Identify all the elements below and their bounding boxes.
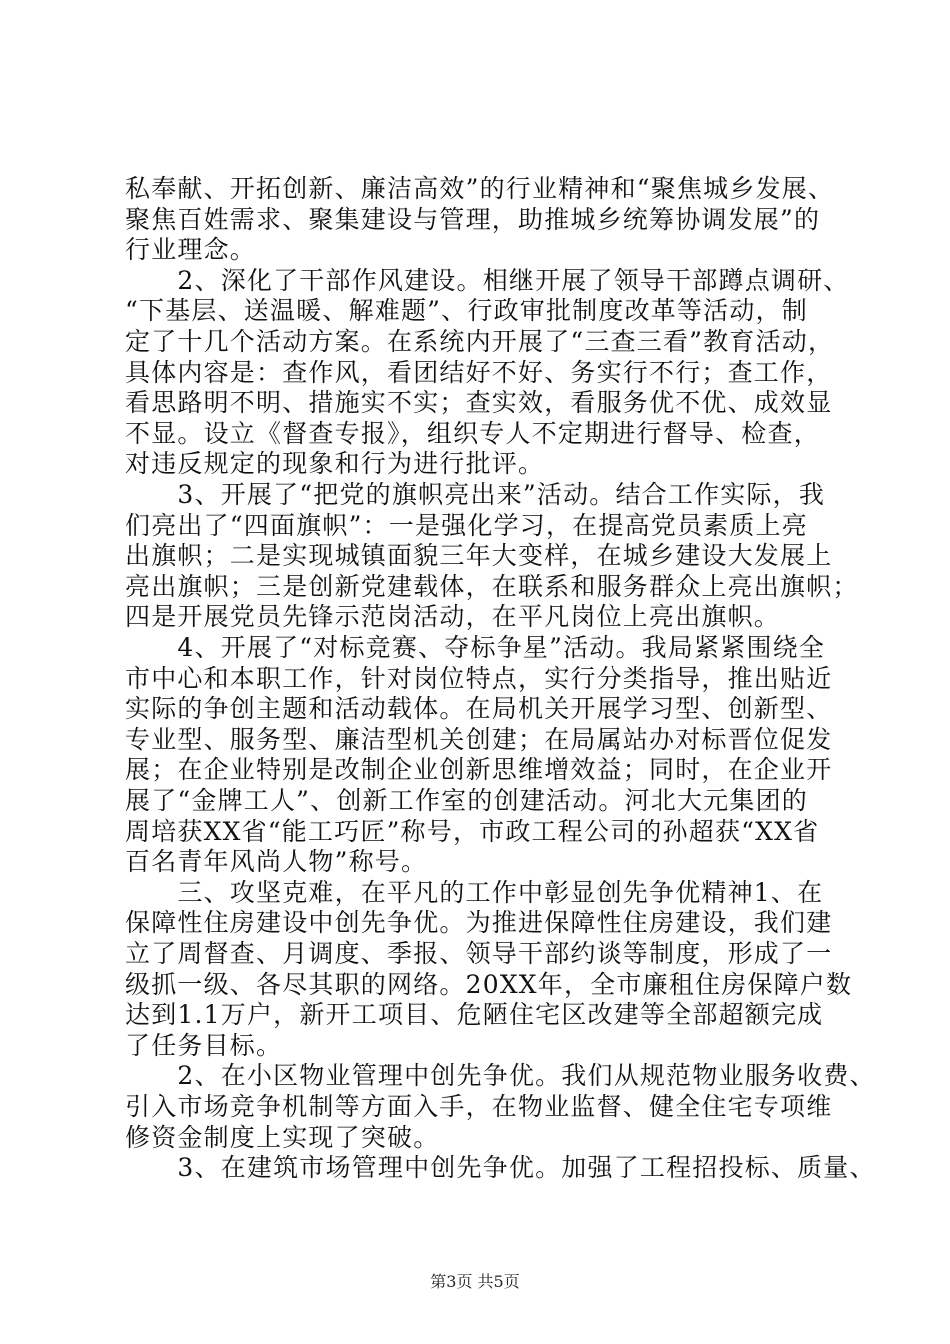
text-line: 级抓一级、各尽其职的网络。20XX年，全市廉租住房保障户数 (125, 969, 853, 999)
text-line: 百名青年风尚人物”称号。 (125, 847, 428, 877)
text-line: 立了周督查、月调度、季报、领导干部约谈等制度，形成了一 (125, 939, 833, 968)
text-line: 专业型、服务型、廉洁型机关创建；在局属站办对标晋位促发 (125, 724, 833, 754)
text-line: 展；在企业特别是改制企业创新思维增效益；同时，在企业开 (125, 755, 833, 785)
text-line: 四是开展党员先锋示范岗活动，在平凡岗位上亮出旗帜。 (125, 602, 781, 632)
text-line: 4、开展了“对标竞赛、夺标争星”活动。我局紧紧围绕全 (125, 633, 826, 662)
text-line: 实际的争创主题和活动载体。在局机关开展学习型、创新型、 (125, 694, 833, 724)
page-footer: 第3页 共5页 (430, 1272, 520, 1291)
text-line: “下基层、送温暖、解难题”、行政审批制度改革等活动，制 (125, 296, 808, 326)
text-line: 们亮出了“四面旗帜”：一是强化学习，在提高党员素质上亮 (125, 510, 808, 540)
text-line: 修资金制度上实现了突破。 (125, 1122, 440, 1152)
text-line: 私奉献、开拓创新、廉洁高效”的行业精神和“聚焦城乡发展、 (125, 174, 835, 203)
text-line: 达到1.1万户，新开工项目、危陋住宅区改建等全部超额完成 (125, 1000, 824, 1030)
text-line: 2、在小区物业管理中创先争优。我们从规范物业服务收费、 (125, 1061, 876, 1091)
text-line: 看思路明不明、措施实不实；查实效，看服务优不优、成效显 (125, 388, 833, 418)
text-line: 三、攻坚克难，在平凡的工作中彰显创先争优精神1、在 (125, 877, 824, 907)
text-line: 2、深化了干部作风建设。相继开展了领导干部蹲点调研、 (125, 265, 850, 295)
text-line: 市中心和本职工作，针对岗位特点，实行分类指导，推出贴近 (125, 663, 833, 693)
text-line: 对违反规定的现象和行为进行批评。 (125, 449, 545, 479)
text-line: 聚焦百姓需求、聚集建设与管理，助推城乡统筹协调发展”的 (125, 204, 821, 234)
text-line: 具体内容是：查作风，看团结好不好、务实行不行；查工作， (125, 357, 833, 387)
text-line: 不显。设立《督查专报》，组织专人不定期进行督导、检查， (125, 418, 820, 448)
text-line: 行业理念。 (125, 235, 257, 265)
text-line: 3、在建筑市场管理中创先争优。加强了工程招投标、质量、 (125, 1153, 876, 1183)
text-line: 引入市场竞争机制等方面入手，在物业监督、健全住宅专项维 (125, 1092, 833, 1121)
text-line: 亮出旗帜；三是创新党建载体，在联系和服务群众上亮出旗帜； (125, 571, 859, 601)
text-line: 展了“金牌工人”、创新工作室的创建活动。河北大元集团的 (125, 786, 808, 815)
text-line: 出旗帜；二是实现城镇面貌三年大变样，在城乡建设大发展上 (125, 541, 833, 571)
text-line: 了任务目标。 (125, 1030, 283, 1060)
text-line: 周培获XX省“能工巧匠”称号，市政工程公司的孙超获“XX省 (125, 816, 820, 846)
text-line: 定了十几个活动方案。在系统内开展了“三查三看”教育活动， (125, 327, 835, 356)
text-line: 3、开展了“把党的旗帜亮出来”活动。结合工作实际，我 (125, 480, 826, 509)
text-line: 保障性住房建设中创先争优。为推进保障性住房建设，我们建 (125, 908, 833, 938)
